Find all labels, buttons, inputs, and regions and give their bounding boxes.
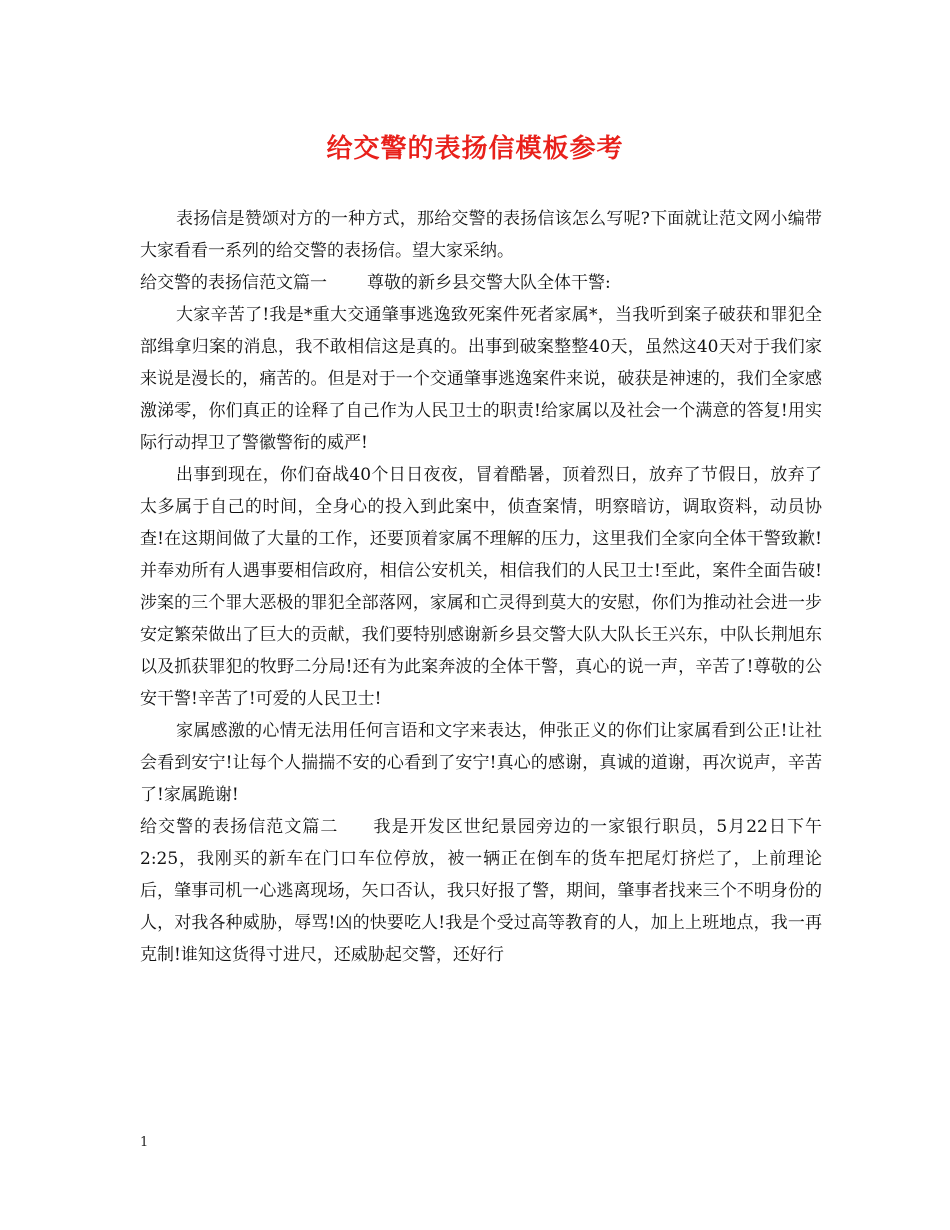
section-1-paragraph-1: 大家辛苦了!我是*重大交通肇事逃逸致死案件死者家属*，当我听到案子破获和罪犯全部缉拿归案的消息，我不敢相信这是真的。出事到破案整整40天，虽然这40天对于我们家来说是漫长的，痛苦的。但是对于一个交通肇事逃逸案件来说，破获是神速的，我们全家感激涕零，你们真正的诠释了自己作为人民卫士的职责!给家属以及社会一个满意的答复!用实际行动捍卫了警徽警衔的威严! xyxy=(140,305,822,453)
document-body xyxy=(140,203,822,971)
section-1-paragraph-2: 出事到现在，你们奋战40个日日夜夜，冒着酷暑，顶着烈日，放弃了节假日，放弃了太多属于自己的时间，全身心的投入到此案中，侦查案情，明察暗访，调取资料，动员协查!在这期间做了大量的工作，还要顶着家属不理解的压力，这里我们全家向全体干警致歉!并奉劝所有人遇事要相信政府，相信公安机关，相信我们的人民卫士!至此，案件全面告破!涉案的三个罪大恶极的罪犯全部落网，家属和亡灵得到莫大的安慰，你们为推动社会进一步安定繁荣做出了巨大的贡献，我们要特别感谢新乡县交警大队大队长王兴东，中队长荆旭东以及抓获罪犯的牧野二分局!还有为此案奔波的全体干警，真心的说一声，辛苦了!尊敬的公安干警!辛苦了!可爱的人民卫士! xyxy=(140,465,822,709)
section-2-heading: 给交警的表扬信范文篇二 xyxy=(140,817,339,837)
section-1-paragraph-3: 家属感激的心情无法用任何言语和文字来表达，伸张正义的你们让家属看到公正!让社会看到安宁!让每个人揣揣不安的心看到了安宁!真心的感谢，真诚的道谢，再次说声，辛苦了!家属跪谢! xyxy=(140,721,822,805)
section-1-heading: 给交警的表扬信范文篇一 xyxy=(140,273,327,293)
page-number: 1 xyxy=(140,1135,149,1150)
section-1-heading-line xyxy=(140,267,822,299)
section-2-text: 我是开发区世纪景园旁边的一家银行职员，5月22日下午2:25，我刚买的新车在门口车位停放，被一辆正在倒车的货车把尾灯挤烂了，上前理论后，肇事司机一心逃离现场，矢口否认，我只好报了警，期间，肇事者找来三个不明身份的人，对我各种威胁，辱骂!凶的快要吃人!我是个受过高等教育的人，加上上班地点，我一再克制!谁知这货得寸进尺，还威胁起交警，还好行 xyxy=(140,817,823,965)
intro-paragraph: 表扬信是赞颂对方的一种方式，那给交警的表扬信该怎么写呢?下面就让范文网小编带大家看看一系列的给交警的表扬信。望大家采纳。 xyxy=(140,209,822,261)
document-title: 给交警的表扬信模板参考 xyxy=(326,134,624,164)
section-2-paragraph xyxy=(140,811,822,971)
section-1-salutation: 尊敬的新乡县交警大队全体干警: xyxy=(367,273,611,293)
